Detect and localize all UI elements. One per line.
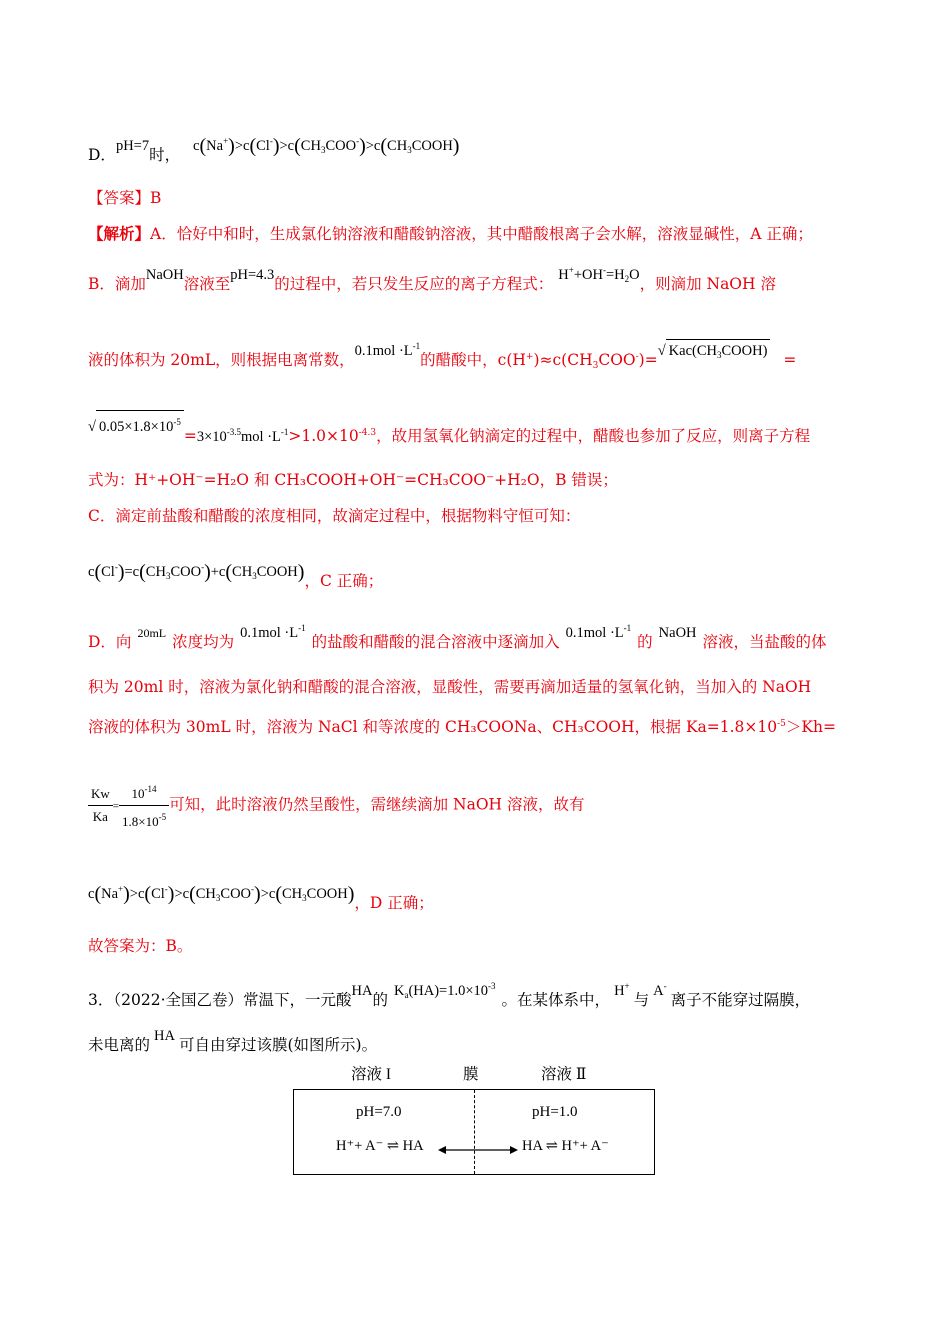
membrane-divider <box>474 1090 475 1174</box>
analysis-c-line2: $c(Cl^-)=c(CH_3COO^-)+c(CH_3COOH)$，C 正确； <box>88 561 384 590</box>
d5-expression: $c(Na^+)>c(Cl^-)>c(CH_3COO^-)>c(CH_3COOH)$ <box>88 883 355 905</box>
analysis-a-text: A．恰好中和时，生成氯化钠溶液和醋酸钠溶液，其中醋酸根离子会水解，溶液显碱性，A 正确； <box>150 225 813 243</box>
answer <box>88 187 161 209</box>
option-d-suffix: 时， <box>149 146 181 164</box>
analysis-c-line1: C．滴定前盐酸和醋酸的浓度相同，故滴定过程中，根据物料守恒可知： <box>88 507 581 525</box>
analysis-b-line3: √ $0.05\times 1.8\times 10^{-5}=3\times 10^{-3.5}mol \cdot L^{-1}>1.0\times 10^{-4.3}$，故用氢氧化钠滴定的过程中，醋酸也参加了反应，则离子方程 <box>88 420 810 448</box>
analysis-b-line2: 液的体积为 20mL，则根据电离常数，$0.1mol \cdot L^{-1}$的醋酸中，$c(H^+)\approx c(CH_3COO^-)=√$ $Kac(CH_3COOH)$ = <box>88 341 797 371</box>
solution-1-equilibrium: H⁺+ A⁻ ⇌ HA <box>336 1138 424 1154</box>
answer-label: 【答案】 <box>88 189 151 207</box>
analysis-b-line1: B．滴加NaOH溶液至pH=4.3的过程中，若只发生反应的离子方程式： $H^++OH^-=H_2O$，则滴加 NaOH 溶 <box>88 265 776 293</box>
analysis-d-line4: $\frac{Kw}{Ka}$ = $\frac{10^{-14}}{1.8\times 10^{-5}}$ 可知，此时溶液仍然呈酸性，需继续滴加 NaOH 溶液，故有 <box>88 778 584 833</box>
b3-value: $3\times 10^{-3.5}mol \cdot L^{-1}$ <box>196 427 289 445</box>
analysis-d-line2: 积为 20ml 时，溶液为氯化钠和醋酸的混合溶液，显酸性，需要再滴加适量的氢氧化钠，当加入的 NaOH <box>88 678 812 696</box>
analysis-a <box>88 223 813 245</box>
b2-sqrt: √ $Kac(CH_3COOH)$ <box>658 343 771 359</box>
analysis-d-line5: $c(Na^+)>c(Cl^-)>c(CH_3COO^-)>c(CH_3COOH)$，D 正确； <box>88 883 434 912</box>
analysis-b-line4: 式为：H⁺+OH⁻=H₂O 和 CH₃COOH+OH⁻=CH₃COO⁻+H₂O，B 错误； <box>88 471 618 489</box>
kw-ka-fraction: $\frac{Kw}{Ka}$ <box>88 783 113 828</box>
solution-1-title: 溶液 I <box>351 1066 392 1083</box>
b3-sqrt: √ $0.05\times 1.8\times 10^{-5}$ <box>88 419 184 435</box>
answer-value: B <box>150 189 162 207</box>
analysis-d-line3: 溶液的体积为 30mL 时，溶液为 NaCl 和等浓度的 CH₃COONa、CH₃COOH，根据 $Ka=1.8\times 10^{-5}>Kh=$ <box>88 718 836 736</box>
double-arrow-icon <box>438 1144 518 1156</box>
membrane-figure <box>293 1062 655 1177</box>
analysis-d-line1: D．向 $^{20mL}$ 浓度均为 $0.1mol \cdot L^{-1}$的盐酸和醋酸的混合溶液中逐滴加入 $0.1mol \cdot L^{-1}$的 NaOH 溶液，当盐酸的体 <box>88 623 827 651</box>
d1-concentration: $0.1mol \cdot L^{-1}$ <box>240 623 306 641</box>
membrane-box <box>293 1089 655 1175</box>
option-d-condition: pH=7 <box>115 138 150 154</box>
solution-2-equilibrium: HA ⇌ H⁺+ A⁻ <box>522 1138 609 1154</box>
b2-concentration: $0.1mol \cdot L^{-1}$ <box>354 341 421 359</box>
question3-line1: 3．（2022·全国乙卷）常温下，一元酸HA的 $K_a(HA)=1.0\times 10^{-3}$。在某体系中， H+与 A-离子不能穿过隔膜， <box>88 981 811 1009</box>
analysis-final: 故答案为：B。 <box>88 937 193 955</box>
q3-h: H+ <box>614 981 630 999</box>
question3-line2: 未电离的 HA 可自由穿过该膜(如图所示)。 <box>88 1028 378 1054</box>
value-fraction: $\frac{10^{-14}}{1.8\times 10^{-5}}$ <box>119 778 169 833</box>
solution-2-title: 溶液 Ⅱ <box>541 1066 587 1083</box>
solution-2-ph: pH=1.0 <box>532 1104 578 1120</box>
d1-concentration2: $0.1mol \cdot L^{-1}$ <box>565 623 632 641</box>
option-d-label: D． <box>88 146 116 164</box>
option-d <box>88 135 460 171</box>
analysis-label: 【解析】 <box>88 224 151 243</box>
b1-equation: $H^++OH^-=H_2O$ <box>558 265 640 284</box>
membrane-title: 膜 <box>463 1066 479 1083</box>
solution-1-ph: pH=7.0 <box>356 1104 402 1120</box>
q3-ka: $K_a(HA)=1.0\times 10^{-3}$ <box>393 981 496 1000</box>
c2-expression: $c(Cl^-)=c(CH_3COO^-)+c(CH_3COOH)$ <box>88 561 305 583</box>
option-d-expression: $c(Na^+)>c(Cl^-)>c(CH_3COO^-)>c(CH_3COOH)$ <box>193 135 460 157</box>
q3-a: A- <box>653 981 667 999</box>
